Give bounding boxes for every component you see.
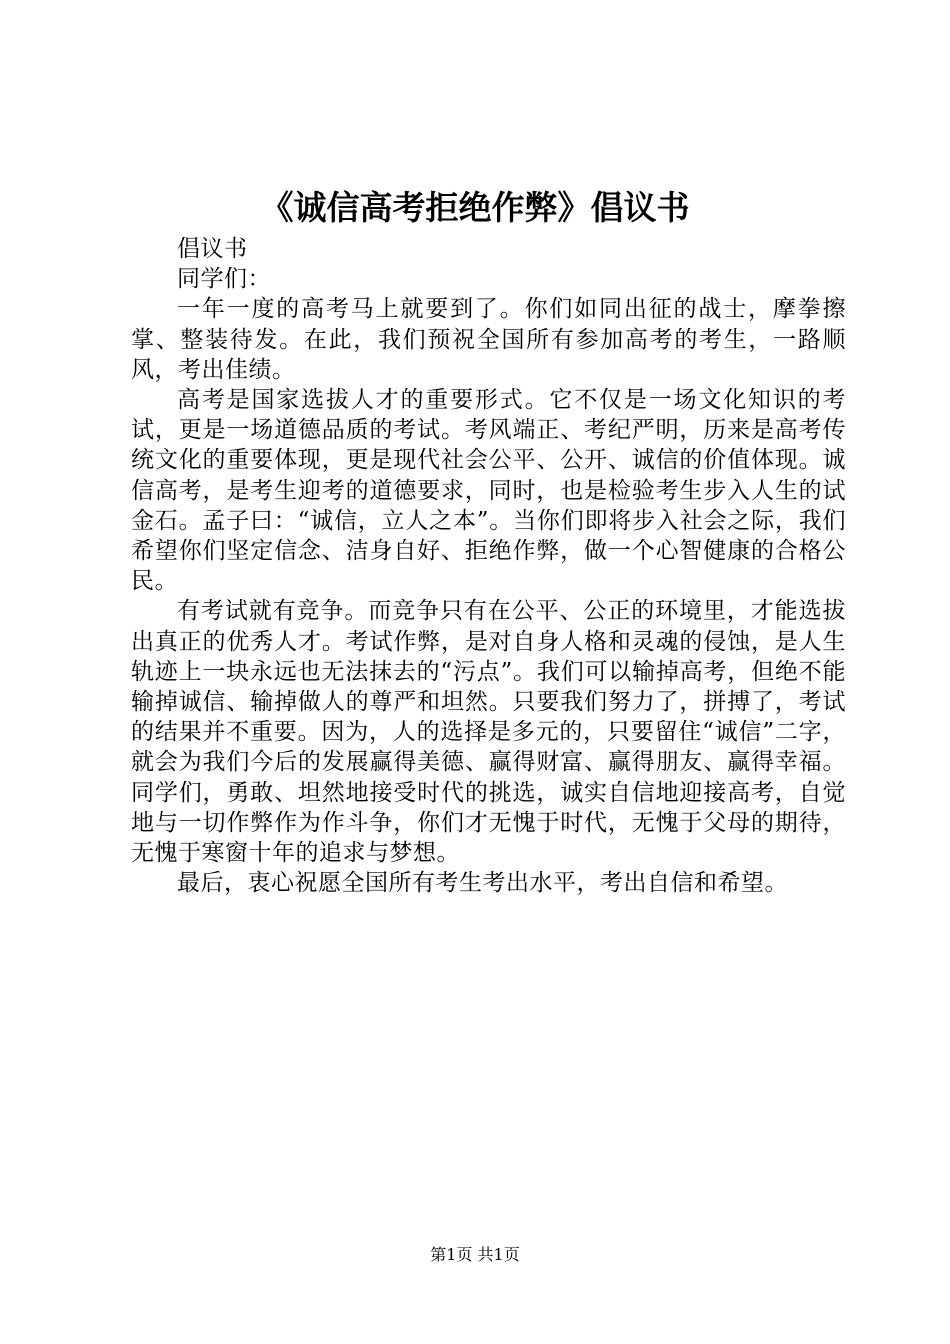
paragraph: 一年一度的高考马上就要到了。你们如同出征的战士，摩拳擦掌、整装待发。在此，我们预祝全国所有参加高考的考生，一路顺风，考出佳绩。 (131, 296, 846, 383)
document-title: 《诚信高考拒绝作弊》倡议书 (260, 188, 690, 227)
paragraph-salutation: 同学们： (177, 266, 271, 293)
paragraph: 高考是国家选拔人才的重要形式。它不仅是一场文化知识的考试，更是一场道德品质的考试。考风端正、考纪严明，历来是高考传统文化的重要体现，更是现代社会公平、公开、诚信的价值体现。诚信高考，是考生迎考的道德要求，同时，也是检验考生步入人生的试金石。孟子曰：“诚信，立人之本”。当你们即将步入社会之际，我们希望你们坚定信念、洁身自好、拒绝作弊，做一个心智健康的合格公民。 (131, 387, 846, 595)
paragraph-closing: 最后，衷心祝愿全国所有考生考出水平，考出自信和希望。 (177, 870, 788, 897)
document-body (131, 234, 846, 898)
paragraph: 有考试就有竞争。而竞争只有在公平、公正的环境里，才能选拔出真正的优秀人才。考试作弊，是对自身人格和灵魂的侵蚀，是人生轨迹上一块永远也无法抹去的“污点”。我们可以输掉高考，但绝不能输掉诚信、输掉做人的尊严和坦然。只要我们努力了，拼搏了，考试的结果并不重要。因为，人的选择是多元的，只要留住“诚信”二字，就会为我们今后的发展赢得美德、赢得财富、赢得朋友、赢得幸福。同学们，勇敢、坦然地接受时代的挑选，诚实自信地迎接高考，自觉地与一切作弊作为作斗争，你们才无愧于时代，无愧于父母的期待，无愧于寒窗十年的追求与梦想。 (131, 598, 846, 867)
paragraph-heading: 倡议书 (177, 236, 248, 262)
page-footer: 第1页 共1页 (430, 1245, 520, 1264)
